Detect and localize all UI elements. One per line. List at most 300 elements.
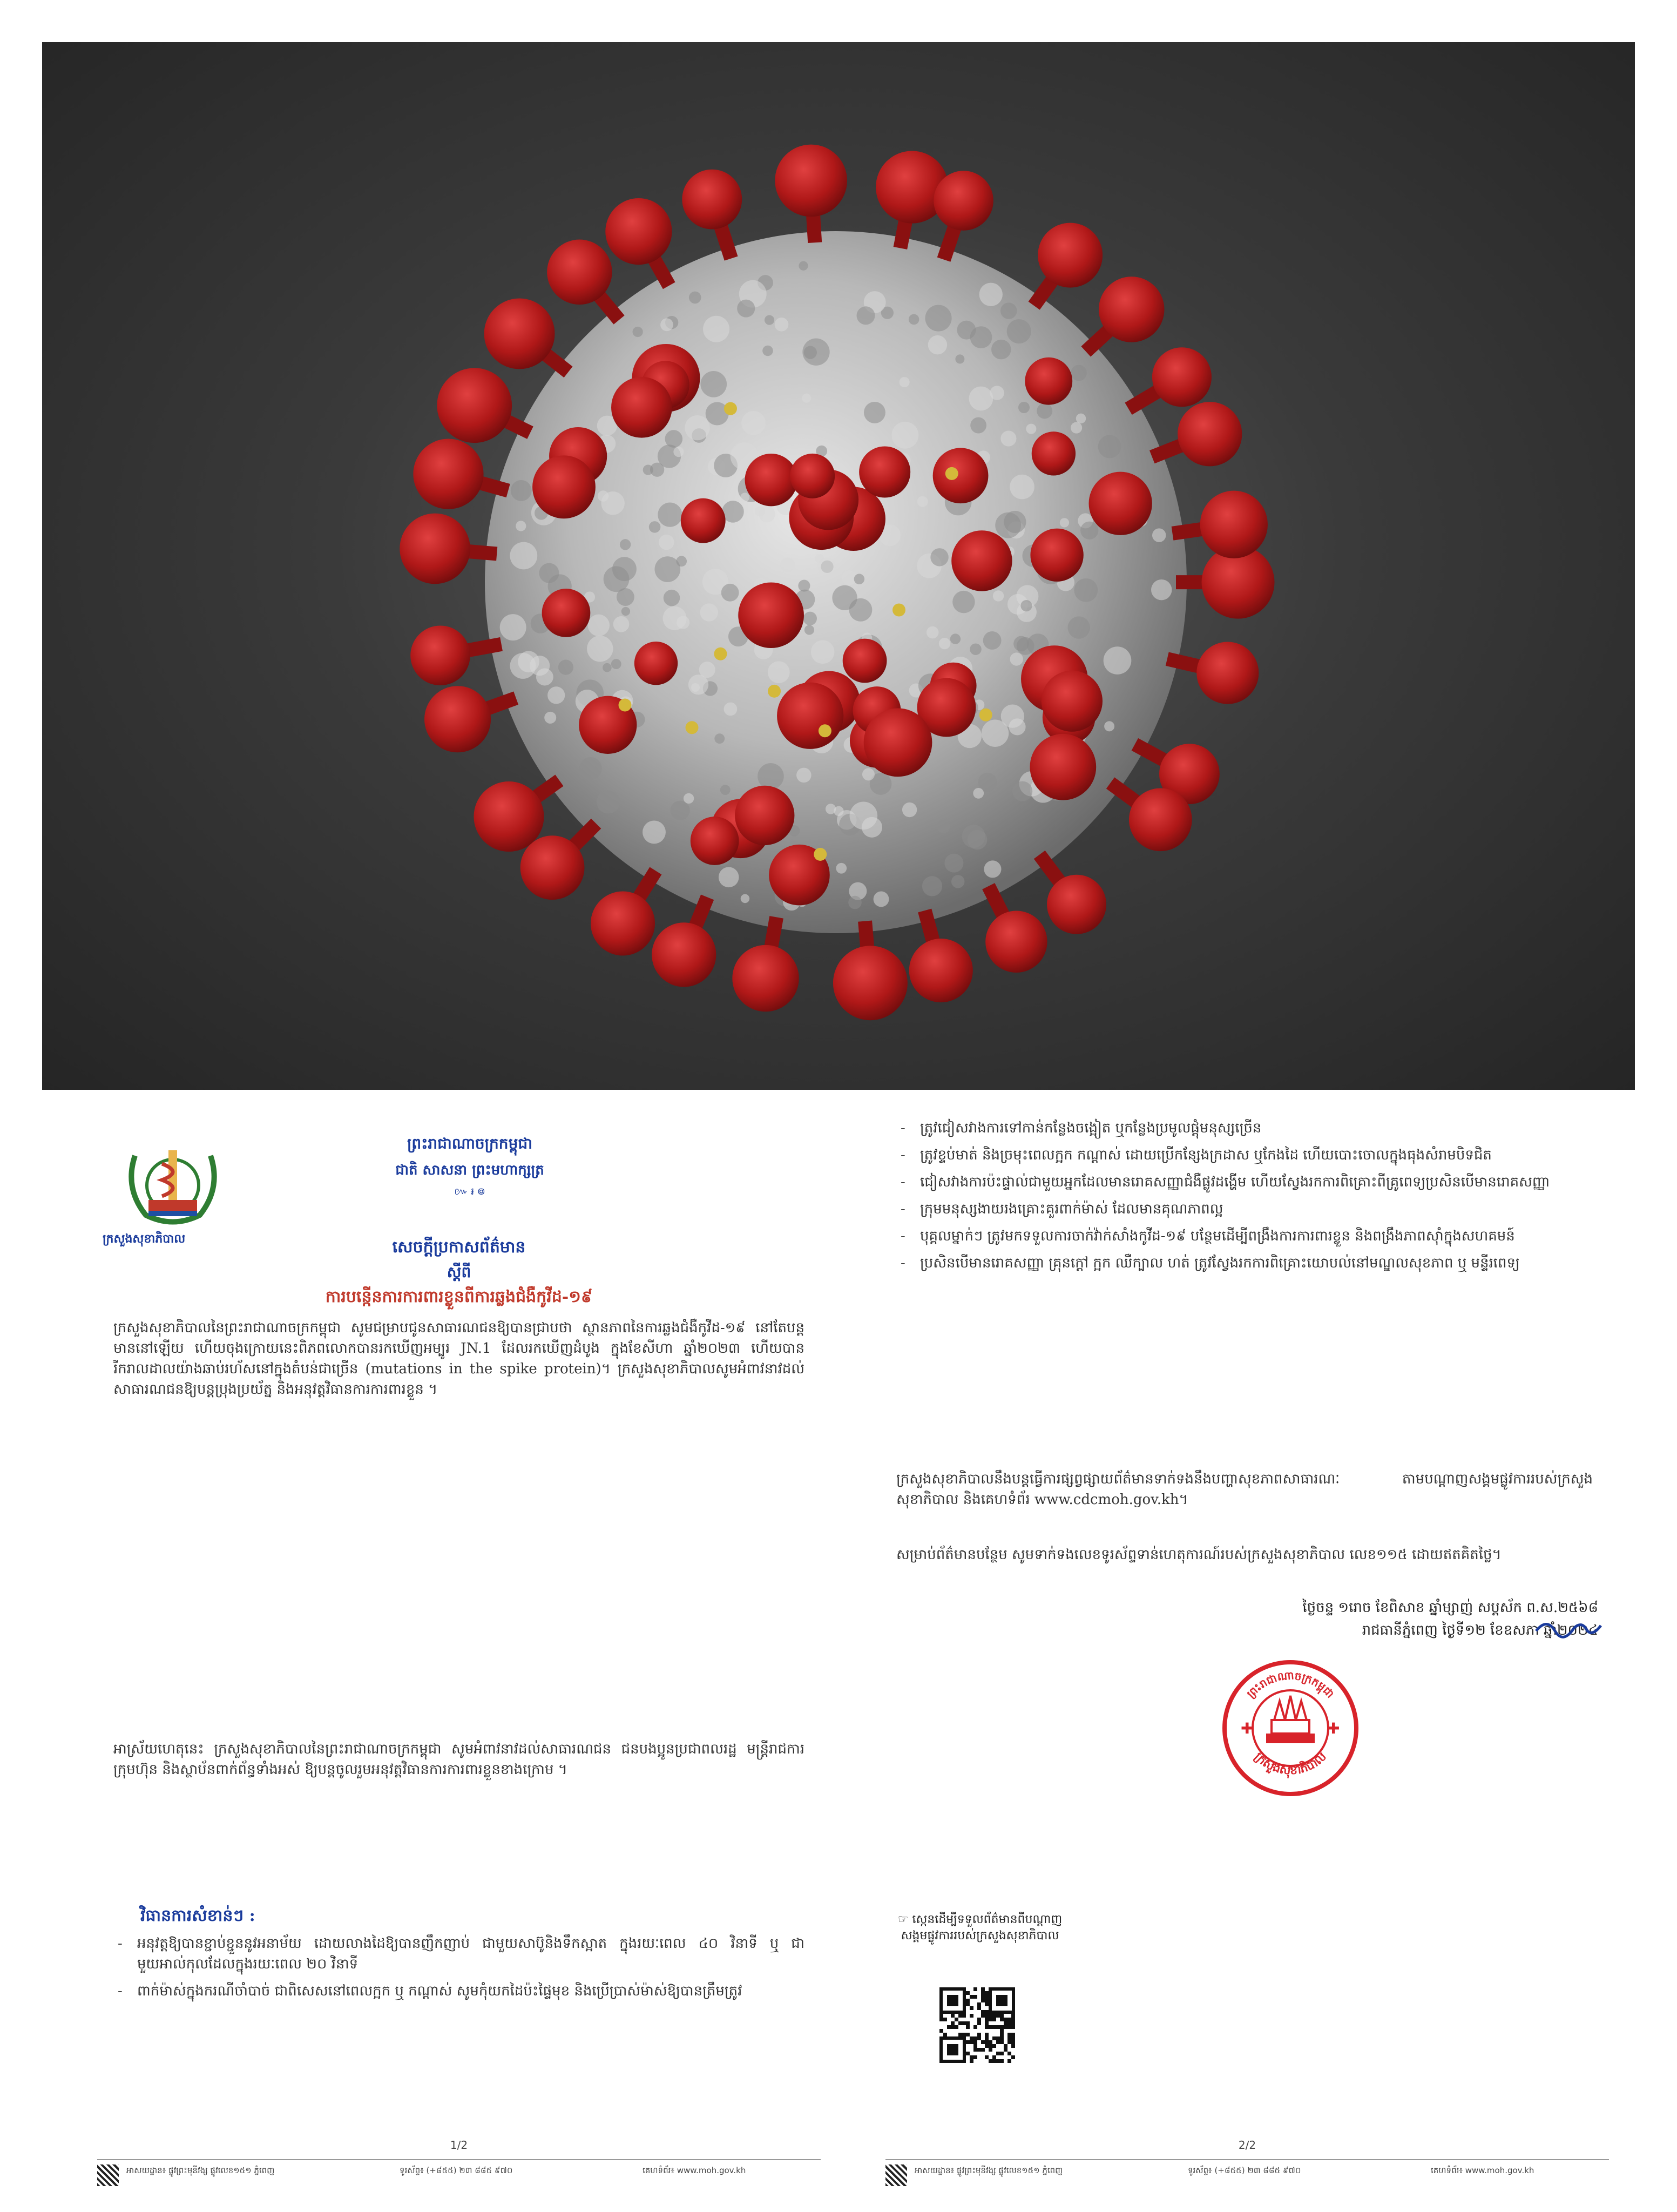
qr-module: [1000, 2059, 1004, 2063]
surface-texture: [802, 394, 811, 403]
spike-protein: [951, 530, 1012, 591]
qr-caption: ☞ ស្កេនដើម្បីទទួលព័ត៌មានពីបណ្តាញសង្គមផ្លូវការរបស់ក្រសួងសុខាភិបាល: [897, 1913, 1063, 1943]
qr-module: [985, 1999, 989, 2002]
qr-module: [1007, 2059, 1011, 2063]
surface-texture: [1074, 578, 1098, 602]
qr-module: [992, 2055, 996, 2059]
surface-texture: [804, 625, 814, 635]
qr-module: [939, 2014, 943, 2018]
surface-texture: [775, 318, 789, 332]
surface-texture: [737, 300, 755, 318]
qr-module: [1004, 2021, 1007, 2025]
spike-protein: [1178, 402, 1242, 466]
surface-texture: [703, 316, 729, 342]
envelope-protein: [714, 648, 727, 660]
spike-protein: [933, 448, 989, 503]
surface-texture: [1007, 319, 1031, 343]
qr-module: [985, 2021, 989, 2025]
issue-date: រាជធានីភ្នំពេញ ថ្ងៃទី១២ ខែឧសភា ឆ្នាំ២០២៤: [1362, 1622, 1598, 1638]
logo-label: ក្រសួងសុខាភិបាល: [103, 1232, 186, 1246]
qr-code-icon[interactable]: [939, 1987, 1015, 2063]
qr-module: [992, 2044, 996, 2048]
surface-texture: [1037, 403, 1052, 419]
svg-text:✚: ✚: [1327, 1719, 1340, 1737]
qr-finder-center: [947, 1995, 958, 2006]
footer-qr-icon: [97, 2164, 119, 2186]
qr-module: [1011, 2036, 1015, 2040]
surface-texture: [925, 305, 951, 332]
surface-texture: [1018, 402, 1030, 413]
surface-texture: [755, 506, 765, 516]
qr-module: [996, 2059, 1000, 2063]
qr-module: [1000, 2040, 1004, 2044]
surface-texture: [688, 675, 708, 694]
surface-texture: [1013, 636, 1029, 651]
qr-module: [966, 2002, 970, 2006]
qr-module: [1000, 2029, 1004, 2033]
qr-module: [1011, 2044, 1015, 2048]
measures-heading: វិធានការសំខាន់ៗ :: [140, 1906, 255, 1925]
spike-protein: [1030, 529, 1083, 582]
page-number-1: 1/2: [450, 2139, 468, 2152]
surface-texture: [689, 292, 701, 304]
spike-protein: [1038, 223, 1103, 288]
qr-module: [955, 2025, 958, 2029]
surface-texture: [927, 626, 939, 639]
list-item: - ក្រុមមនុស្សងាយរងគ្រោះគួរពាក់ម៉ាស់ ដែលមានគុណភាពល្អ: [896, 1199, 1593, 1219]
surface-texture: [617, 588, 634, 606]
surface-texture: [849, 598, 873, 622]
qr-module: [977, 2018, 981, 2021]
qr-module: [985, 2025, 989, 2029]
qr-module: [1000, 2036, 1004, 2040]
surface-texture: [874, 892, 889, 907]
surface-texture: [665, 430, 683, 448]
stamp-bottom-text: ក្រសួងសុខាភិបាល: [1252, 1749, 1329, 1778]
surface-texture: [518, 651, 539, 672]
surface-texture: [900, 377, 910, 387]
qr-module: [1004, 2025, 1007, 2029]
spike-protein: [1099, 276, 1165, 342]
stamp-seal-icon: [1220, 1658, 1361, 1798]
envelope-protein: [819, 724, 831, 737]
surface-texture: [944, 854, 963, 873]
qr-module: [977, 2006, 981, 2010]
surface-texture: [597, 790, 620, 813]
surface-texture: [558, 660, 573, 675]
surface-texture: [930, 548, 948, 566]
envelope-protein: [724, 402, 737, 415]
qr-module: [1011, 2014, 1015, 2018]
surface-texture: [741, 411, 766, 435]
surface-texture: [951, 875, 964, 888]
surface-texture: [671, 801, 690, 820]
qr-module: [973, 1987, 977, 1991]
surface-texture: [955, 354, 964, 363]
qr-module: [966, 1999, 970, 2002]
surface-texture: [700, 603, 718, 621]
surface-texture: [714, 733, 725, 744]
qr-module: [989, 2044, 992, 2048]
surface-texture: [1010, 475, 1034, 500]
footer-address: អាសយដ្ឋាន៖ ផ្លូវព្រះមុនីវង្ស ផ្លូវលេខ១៥១ ភ្នំពេញ: [126, 2166, 275, 2175]
envelope-protein: [685, 721, 698, 734]
surface-texture: [758, 763, 784, 790]
list-item: - បុគ្គលម្នាក់ៗ ត្រូវមកទទួលការចាក់វ៉ាក់សាំងកូវីដ-១៩ បន្ថែមដើម្បីពង្រឹងការការពារខ្លួន និងពង្រឹងភាពស៊ាំក្នុងសហគមន៍: [896, 1226, 1593, 1246]
surface-texture: [922, 876, 942, 896]
qr-module: [977, 2036, 981, 2040]
spike-protein: [484, 298, 555, 369]
qr-module: [1011, 2055, 1015, 2059]
announcement-title: សេចក្តីប្រកាសព័ត៌មាន: [392, 1238, 526, 1257]
list-item: - ត្រូវខ្ទប់មាត់ និងច្រមុះពេលក្អក កណ្តាស់ ដោយប្រើកន្សែងក្រដាស ឬកែងដៃ ហើយបោះចោលក្នុងធុងសំរាមបិទជិត: [896, 1145, 1593, 1165]
qr-module: [977, 2021, 981, 2025]
surface-texture: [950, 633, 961, 644]
spike-protein: [520, 835, 585, 900]
qr-module: [989, 2048, 992, 2052]
spike-protein: [777, 683, 843, 749]
qr-module: [992, 2059, 996, 2063]
surface-texture: [969, 387, 993, 411]
surface-texture: [1000, 302, 1017, 319]
envelope-protein: [814, 848, 827, 861]
qr-module: [985, 2033, 989, 2036]
qr-module: [947, 2025, 951, 2029]
qr-module: [966, 2040, 970, 2044]
spike-protein: [400, 514, 470, 584]
qr-module: [973, 2025, 977, 2029]
qr-module: [1004, 2044, 1007, 2048]
qr-module: [939, 2029, 943, 2033]
qr-module: [1011, 2040, 1015, 2044]
spike-protein: [745, 454, 797, 506]
surface-texture: [603, 663, 612, 672]
surface-texture: [643, 464, 653, 475]
spike-protein: [790, 454, 835, 498]
qr-module: [973, 2048, 977, 2052]
list-item: - ជៀសវាងការប៉ះផ្ទាល់ជាមួយអ្នកដែលមានរោគសញ្ញាជំងឺផ្លូវដង្ហើម ហើយស្វែងរកការពិគ្រោះពីគ្រូពេទ្យប្រសិនបើមានរោគសញ្ញា: [896, 1172, 1593, 1192]
closing-paragraph-1: ក្រសួងសុខាភិបាលនឹងបន្តធ្វើការផ្សព្វផ្សាយព័ត៌មានទាក់ទងនឹងបញ្ហាសុខភាពសាធារណៈ តាមបណ្តាញសង្គមផ្លូវការរបស់ក្រសួងសុខាភិបាល និងគេហទំព័រ www.cdcmoh.gov.kh។: [896, 1471, 1593, 1508]
surface-texture: [660, 318, 673, 331]
spike-protein: [1042, 671, 1103, 732]
surface-texture: [685, 415, 709, 440]
qr-module: [951, 2014, 955, 2018]
announcement-subtitle: ស្តីពី: [447, 1263, 471, 1281]
svg-text:✚: ✚: [1241, 1719, 1254, 1737]
spike-protein: [1032, 431, 1076, 475]
official-stamp: [1220, 1658, 1361, 1798]
spike-protein: [681, 498, 726, 543]
qr-module: [985, 1995, 989, 1999]
surface-texture: [1000, 430, 1016, 446]
surface-texture: [1060, 518, 1069, 527]
qr-module: [992, 2018, 996, 2021]
spike-protein: [1047, 875, 1106, 934]
qr-module: [996, 2025, 1000, 2029]
surface-texture: [544, 712, 556, 724]
surface-texture: [620, 539, 631, 550]
qr-module: [992, 2036, 996, 2040]
spike-protein: [1200, 491, 1268, 558]
surface-texture: [984, 860, 1001, 878]
document-page-1: [97, 1112, 821, 2198]
qr-module: [985, 2002, 989, 2006]
surface-texture: [802, 339, 829, 366]
surface-texture: [973, 788, 984, 799]
surface-texture: [1104, 721, 1114, 731]
surface-texture: [983, 631, 1002, 650]
spike-protein: [474, 781, 544, 852]
spike-protein: [1025, 358, 1072, 405]
spike-protein: [1030, 734, 1096, 800]
surface-texture: [510, 542, 537, 570]
surface-texture: [970, 417, 986, 434]
surface-texture: [902, 802, 917, 817]
announcement-topic: ការបន្កើនការការពារខ្លួនពីការឆ្លងជំងឺកូវីដ-១៩: [325, 1287, 593, 1306]
surface-texture: [952, 591, 975, 613]
surface-texture: [993, 590, 1004, 601]
spike-protein: [732, 945, 799, 1011]
qr-module: [981, 1987, 985, 1991]
closing-paragraph-2: សម្រាប់ព័ត៌មានបន្ថែម សូមទាក់ទងលេខទូរស័ព្ទទាន់ហេតុការណ៍របស់ក្រសួងសុខាភិបាល លេខ១១៥ ដោយឥតគិតថ្លៃ។: [896, 1547, 1502, 1563]
footer-qr-icon: [885, 2164, 907, 2186]
qr-module: [1004, 2048, 1007, 2052]
qr-module: [966, 2025, 970, 2029]
qr-module: [1007, 2025, 1011, 2029]
surface-texture: [741, 894, 750, 903]
surface-texture: [850, 802, 878, 830]
list-item: - ពាក់ម៉ាស់ក្នុងករណីចាំបាច់ ជាពិសេសនៅពេលក្អក ឬ កណ្តាស់ សូមកុំយកដៃប៉ះផ្ទៃមុខ និងប្រើប្រាស់ម៉ាស់ឱ្យបានត្រឹមត្រូវ: [113, 1981, 804, 2001]
surface-texture: [659, 535, 674, 550]
surface-texture: [536, 669, 553, 686]
qr-module: [958, 2033, 962, 2036]
qr-module: [939, 2018, 943, 2021]
spike-protein: [634, 642, 678, 685]
surface-texture: [970, 643, 982, 655]
qr-module: [985, 2040, 989, 2044]
spike-protein: [591, 891, 655, 955]
envelope-protein: [619, 699, 632, 712]
spike-protein: [605, 198, 672, 265]
surface-texture: [579, 757, 602, 780]
footer-phone: ទូរស័ព្ទ៖ (+៨៥៥) ២៣ ៨៨៥ ៩៧០: [1188, 2166, 1301, 2175]
spike-protein: [611, 377, 672, 438]
surface-texture: [621, 607, 630, 616]
qr-module: [977, 2002, 981, 2006]
qr-module: [989, 2018, 992, 2021]
surface-texture: [677, 616, 689, 629]
qr-module: [1000, 2033, 1004, 2036]
surface-texture: [917, 496, 928, 507]
qr-module: [1007, 2033, 1011, 2036]
surface-texture: [970, 326, 992, 348]
qr-module: [977, 2048, 981, 2052]
qr-module: [981, 2048, 985, 2052]
surface-texture: [721, 584, 739, 602]
surface-texture: [962, 825, 985, 848]
qr-module: [973, 2055, 977, 2059]
measures-list-page1: [113, 1933, 804, 2008]
qr-module: [973, 2036, 977, 2040]
qr-module: [1011, 2018, 1015, 2021]
qr-module: [996, 2014, 1000, 2018]
qr-module: [1007, 2018, 1011, 2021]
qr-module: [962, 2014, 966, 2018]
surface-texture: [1012, 781, 1032, 801]
qr-code-graphic: [939, 1987, 1015, 2063]
ministry-emblem-icon: [103, 1134, 243, 1231]
qr-module: [981, 2014, 985, 2018]
surface-texture: [864, 402, 885, 423]
surface-texture: [1071, 365, 1087, 381]
qr-module: [1000, 2025, 1004, 2029]
surface-texture: [909, 314, 919, 325]
surface-texture: [1151, 579, 1172, 600]
qr-module: [989, 2014, 992, 2018]
spike-protein: [542, 589, 591, 637]
ministry-logo: [103, 1134, 243, 1246]
qr-module: [981, 2040, 985, 2044]
qr-finder-center: [996, 1995, 1007, 2006]
surface-texture: [1098, 435, 1121, 458]
surface-texture: [937, 820, 950, 833]
measures-list-page2: [896, 1118, 1593, 1280]
surface-texture: [611, 659, 621, 669]
document-page-2: [885, 1112, 1609, 2198]
spike-protein: [532, 455, 596, 518]
qr-module: [973, 2040, 977, 2044]
qr-module: [996, 2036, 1000, 2040]
qr-module: [970, 2014, 973, 2018]
page-footer-2: [885, 2159, 1609, 2193]
surface-texture: [1068, 616, 1090, 638]
spike-protein: [1089, 472, 1152, 535]
surface-texture: [740, 493, 749, 502]
qr-module: [970, 2059, 973, 2063]
qr-module: [989, 2025, 992, 2029]
qr-module: [985, 2036, 989, 2040]
footer-website: គេហទំព័រ៖ www.moh.gov.kh: [1431, 2166, 1534, 2175]
qr-module: [1007, 2021, 1011, 2025]
surface-texture: [673, 447, 684, 457]
surface-texture: [1004, 511, 1026, 533]
page-number-2: 2/2: [1238, 2139, 1256, 2152]
surface-texture: [587, 636, 613, 662]
surface-texture: [612, 557, 637, 581]
qr-module: [996, 2040, 1000, 2044]
surface-texture: [664, 590, 680, 606]
qr-module: [973, 1995, 977, 1999]
qr-module: [966, 1991, 970, 1995]
qr-module: [970, 1995, 973, 1999]
spike-protein: [735, 786, 794, 845]
surface-texture: [1026, 424, 1036, 434]
qr-module: [962, 2033, 966, 2036]
surface-texture: [658, 503, 682, 527]
surface-texture: [516, 521, 526, 531]
qr-module: [992, 2014, 996, 2018]
spike-protein: [413, 439, 483, 509]
surface-texture: [928, 335, 947, 354]
list-item: - ត្រូវជៀសវាងការទៅកាន់កន្លែងចង្អៀត ឬកន្លែងប្រមូលផ្តុំមនុស្សច្រើន: [896, 1118, 1593, 1138]
surface-texture: [1080, 522, 1098, 539]
surface-texture: [991, 340, 1011, 360]
surface-texture: [1104, 646, 1132, 675]
surface-texture: [500, 614, 526, 640]
spike-protein: [909, 939, 973, 1002]
qr-module: [1011, 2021, 1015, 2025]
spike-protein: [691, 817, 739, 865]
envelope-protein: [768, 685, 781, 698]
qr-module: [943, 2033, 947, 2036]
footer-phone: ទូរស័ព្ទ៖ (+៨៥៥) ២៣ ៨៨៥ ៩៧០: [400, 2166, 513, 2175]
surface-texture: [862, 768, 875, 780]
qr-module: [992, 2025, 996, 2029]
surface-texture: [798, 580, 810, 592]
coronavirus-illustration: [42, 42, 1635, 1090]
surface-texture: [979, 283, 1003, 306]
surface-texture: [799, 261, 808, 271]
spike-protein: [424, 686, 491, 752]
surface-texture: [768, 661, 790, 683]
body-paragraph-1: ក្រសួងសុខាភិបាលនៃព្រះរាជាណាចក្រកម្ពុជា សូមជម្រាបជូនសាធារណជនឱ្យបានជ្រាបថា ស្ថានភាពនៃការឆ្លងជំងឺកូវីដ-១៩ នៅតែបន្តមាននៅឡើយ ហើយចុងក្រោយនេះពិភពលោកបានរកឃើញអម្បូរ JN.1 ដែលរកឃើញដំបូង ក្នុងខែសីហា ឆ្នាំ២០២៣ ហើយបានរីករាលដាលយ៉ាងឆាប់រហ័សនៅក្នុងតំបន់ជាច្រើន (mutations in the spike protein)។ ក្រសួងសុខាភិបាលសូមអំពាវនាវដល់សាធារណជនឱ្យបន្តប្រុងប្រយ័ត្ន និងអនុវត្តវិធានការការពារខ្លួន ។: [113, 1320, 804, 1398]
surface-texture: [811, 640, 835, 664]
qr-module: [981, 1995, 985, 1999]
surface-texture: [588, 615, 610, 636]
qr-module: [985, 1991, 989, 1995]
spike-protein: [833, 946, 908, 1020]
surface-texture: [1076, 414, 1086, 423]
spike-protein: [1129, 788, 1192, 851]
qr-module: [985, 2010, 989, 2014]
footer-address: អាសយដ្ឋាន៖ ផ្លូវព្រះមុនីវង្ស ផ្លូវលេខ១៥១ ភ្នំពេញ: [915, 2166, 1063, 2175]
qr-finder-center: [947, 2044, 958, 2055]
surface-texture: [643, 821, 666, 844]
spike-protein: [1196, 642, 1259, 704]
envelope-protein: [892, 604, 905, 617]
qr-module: [996, 2052, 1000, 2055]
qr-module: [970, 2040, 973, 2044]
surface-texture: [762, 346, 773, 356]
qr-module: [970, 2055, 973, 2059]
qr-module: [985, 2055, 989, 2059]
surface-texture: [547, 686, 565, 704]
qr-module: [951, 2025, 955, 2029]
qr-module: [1011, 2033, 1015, 2036]
surface-texture: [1001, 705, 1024, 728]
qr-module: [981, 2010, 985, 2014]
spike-protein: [410, 625, 470, 685]
qr-module: [989, 2059, 992, 2063]
qr-module: [943, 2018, 947, 2021]
stamp-top-text: ព្រះរាជាណាចក្រកម្ពុជា: [1244, 1669, 1337, 1701]
signature-mark: [1533, 1615, 1604, 1642]
qr-module: [958, 2014, 962, 2018]
spike-protein: [775, 145, 847, 217]
qr-module: [1000, 2014, 1004, 2018]
surface-texture: [796, 768, 812, 783]
surface-texture: [724, 703, 738, 716]
surface-texture: [700, 371, 727, 397]
surface-texture: [939, 638, 950, 649]
qr-module: [1007, 2036, 1011, 2040]
body-paragraph-2: អាស្រ័យហេតុនេះ ក្រសួងសុខាភិបាលនៃព្រះរាជាណាចក្រកម្ពុជា សូមអំពាវនាវដល់សាធារណជន ជនបងប្អូនប្រជាពលរដ្ឋ មន្ត្រីរាជការ ក្រុមហ៊ុន និងស្ថាប័នពាក់ព័ន្ធទាំងអស់ ឱ្យបន្តចូលរួមអនុវត្តវិធានការការពារខ្លួនខាងក្រោម ។: [113, 1741, 804, 1778]
virus-graphic: [42, 42, 1635, 1090]
surface-texture: [720, 785, 731, 795]
surface-texture: [633, 327, 643, 337]
qr-module: [966, 2021, 970, 2025]
surface-texture: [1152, 528, 1166, 542]
